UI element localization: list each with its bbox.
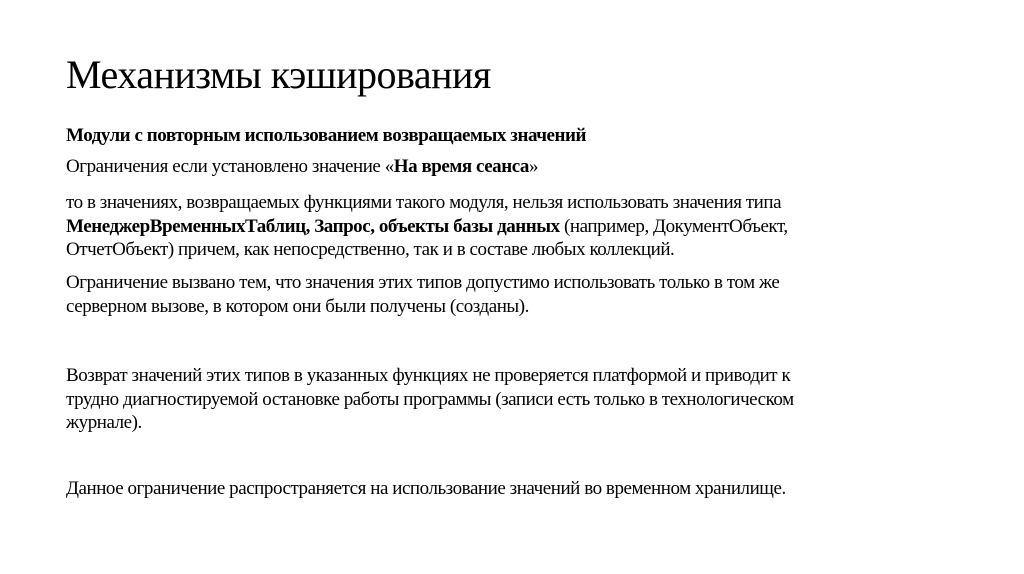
paragraph-storage: Данное ограничение распространяется на использование значений во временном хранилище. (66, 478, 786, 499)
text-line: то в значениях, возвращаемых функциями такого модуля, нельзя использовать значения типа (66, 192, 782, 213)
heading-text: Модули с повторным использованием возвращаемых значений (66, 125, 586, 146)
text-line: серверном вызове, в котором они были получены (созданы). (66, 295, 529, 317)
text: » (529, 156, 539, 177)
bold-text: МенеджерВременныхТаблиц, Запрос, объекты базы данных (66, 215, 560, 237)
paragraph-restriction (66, 155, 538, 179)
text-line: ОтчетОбъект) причем, как непосредственно, так и в составе любых коллекций. (66, 239, 675, 260)
text-line: журнале). (66, 412, 142, 433)
text-line: трудно диагностируемой остановке работы программы (записи есть только в технологическом (66, 388, 794, 410)
text-line: Возврат значений этих типов в указанных функциях не проверяется платформой и приводит к (66, 365, 791, 386)
slide-title: Механизмы кэширования (66, 52, 491, 97)
heading (66, 124, 586, 148)
paragraph-consequence (66, 364, 794, 435)
paragraph-reason (66, 271, 779, 318)
bold-text: На время сеанса (393, 156, 529, 177)
text: (например, ДокументОбъект, (559, 215, 788, 237)
text: Ограничения если установлено значение « (66, 156, 394, 177)
text-line: Ограничение вызвано тем, что значения этих типов допустимо использовать только в том же (66, 272, 780, 293)
paragraph-types (66, 191, 788, 262)
